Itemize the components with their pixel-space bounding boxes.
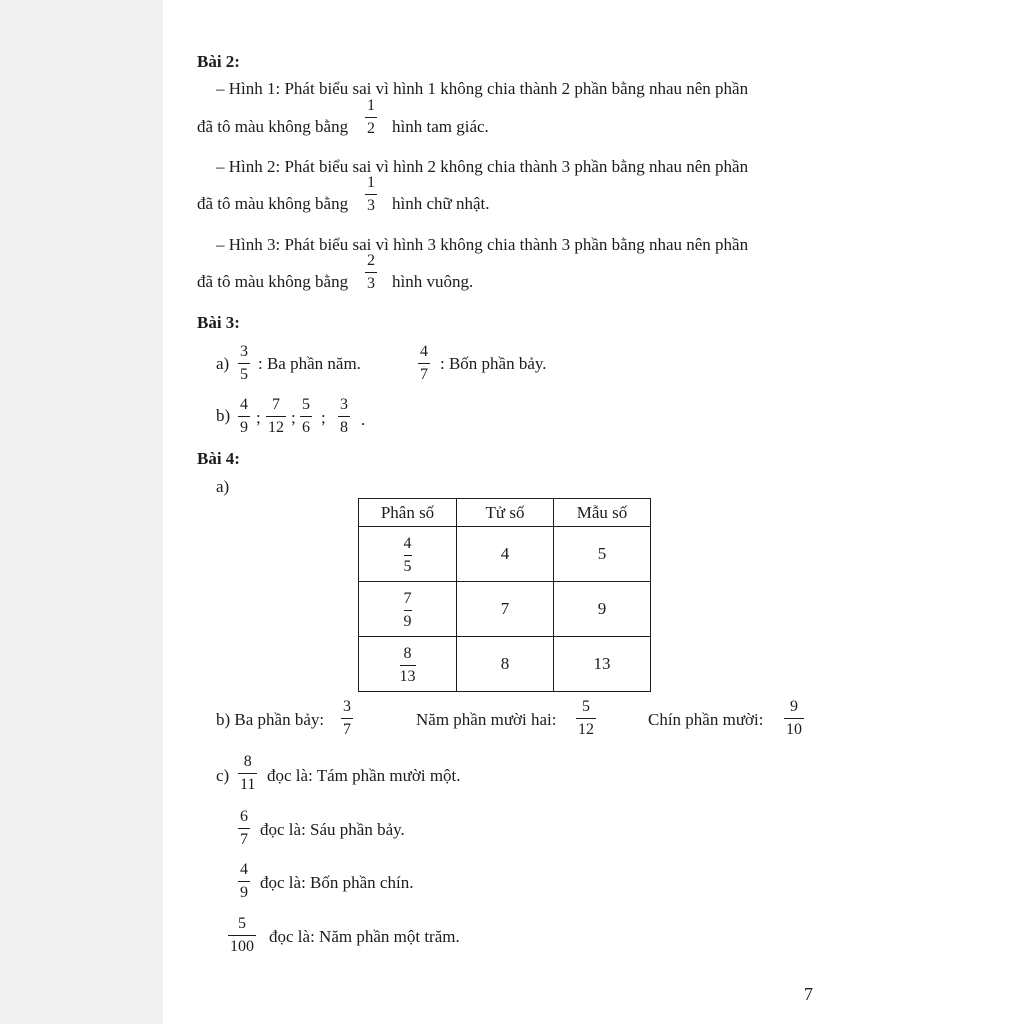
fraction-denominator: 7 (420, 366, 428, 383)
table-cell-mau-so: 9 (554, 582, 651, 637)
fraction-numerator: 3 (343, 698, 351, 715)
fraction-denominator: 6 (302, 419, 310, 436)
bai2-hinh2-pre: đã tô màu không bằng (197, 194, 349, 213)
fraction-numerator: 4 (420, 343, 428, 360)
fraction-denominator: 5 (403, 557, 412, 575)
fraction-4-9 (238, 396, 250, 437)
fraction-bar (238, 881, 250, 882)
period: . (361, 410, 366, 429)
bai2-hinh3-line1: – Hình 3: Phát biểu sai vì hình 3 không chia thành 3 phần bằng nhau nên phần (216, 235, 749, 254)
fraction-numerator: 4 (403, 534, 412, 552)
fraction-bar (300, 416, 312, 417)
fraction-5-100 (228, 915, 256, 956)
bai2-hinh3-pre: đã tô màu không bằng (197, 272, 349, 291)
fraction-denominator: 8 (340, 419, 348, 436)
page-number: 7 (804, 984, 813, 1004)
fraction-bar (576, 718, 596, 719)
fraction-denominator: 12 (578, 721, 594, 738)
fraction-bar (341, 718, 353, 719)
fraction-denominator: 9 (403, 612, 412, 630)
bai2-hinh1-line1: – Hình 1: Phát biểu sai vì hình 1 không chia thành 2 phần bằng nhau nên phần (216, 79, 749, 98)
fraction-denominator: 13 (399, 667, 416, 685)
fraction-4-9-c (238, 861, 250, 902)
fraction-numerator: 4 (240, 396, 248, 413)
fraction-denominator: 7 (240, 831, 248, 848)
table-cell-mau-so: 5 (554, 527, 651, 582)
bai2-hinh2-line1: – Hình 2: Phát biểu sai vì hình 2 không chia thành 3 phần bằng nhau nên phần (216, 157, 749, 176)
bai4-c-label: c) (216, 766, 230, 785)
fraction-8-11 (238, 753, 257, 794)
table-cell-tu-so: 7 (457, 582, 554, 637)
bai3-a-label: a) (216, 354, 230, 373)
bai4-b2-label: Năm phần mười hai: (416, 710, 557, 729)
bai4-c2-text: đọc là: Sáu phần bảy. (260, 820, 405, 839)
fraction-numerator: 1 (367, 97, 375, 114)
fraction-denominator: 7 (343, 721, 351, 738)
fraction-numerator: 2 (367, 252, 375, 269)
bai3-a1-text: : Ba phần năm. (258, 354, 361, 373)
separator: ; (321, 408, 326, 427)
fraction-numerator: 5 (582, 698, 590, 715)
fraction-numerator: 7 (403, 589, 412, 607)
table-cell-fraction (359, 582, 457, 637)
fraction-bar (784, 718, 804, 719)
fraction-3-5 (238, 343, 250, 384)
header-tu-so: Tử số (457, 499, 554, 527)
fraction-numerator: 6 (240, 808, 248, 825)
table-cell-tu-so: 8 (457, 637, 554, 692)
fraction-bar (404, 555, 412, 556)
bai4-b-label: b) Ba phần bảy: (216, 710, 325, 729)
bai4-b3-label: Chín phần mười: (648, 710, 764, 729)
table-cell-mau-so: 13 (554, 637, 651, 692)
bai4-a-label: a) (216, 477, 230, 496)
fraction-4-5 (404, 535, 412, 576)
fraction-bar (404, 610, 412, 611)
header-phan-so: Phân số (359, 499, 457, 527)
fraction-bar (365, 194, 377, 195)
fraction-denominator: 9 (240, 884, 248, 901)
fraction-numerator: 5 (238, 915, 246, 932)
fraction-numerator: 9 (790, 698, 798, 715)
fraction-5-12 (576, 698, 596, 739)
separator: ; (291, 408, 296, 427)
fraction-table (358, 498, 651, 692)
fraction-2-3 (365, 252, 377, 293)
fraction-denominator: 2 (367, 120, 375, 137)
bai4-c4-text: đọc là: Năm phần một trăm. (269, 927, 460, 946)
fraction-bar (418, 363, 430, 364)
bai3-heading: Bài 3: (197, 313, 240, 332)
table-row (359, 527, 651, 582)
fraction-6-7 (238, 808, 250, 849)
fraction-numerator: 3 (340, 396, 348, 413)
fraction-3-7 (341, 698, 353, 739)
fraction-bar (238, 773, 257, 774)
fraction-numerator: 7 (272, 396, 280, 413)
fraction-denominator: 10 (786, 721, 802, 738)
table-cell-fraction (359, 527, 457, 582)
fraction-7-12 (266, 396, 286, 437)
fraction-1-2 (365, 97, 377, 138)
fraction-denominator: 3 (367, 275, 375, 292)
fraction-bar (338, 416, 350, 417)
fraction-bar (400, 665, 416, 666)
fraction-numerator: 8 (403, 644, 412, 662)
bai2-hinh1-post: hình tam giác. (392, 117, 489, 136)
bai2-hinh1-pre: đã tô màu không bằng (197, 117, 349, 136)
fraction-denominator: 100 (230, 938, 254, 955)
fraction-bar (238, 416, 250, 417)
fraction-8-13 (400, 645, 416, 686)
fraction-bar (238, 828, 250, 829)
bai4-c1-text: đọc là: Tám phần mười một. (267, 766, 461, 785)
table-cell-fraction (359, 637, 457, 692)
bai3-a2-text: : Bốn phần bảy. (440, 354, 547, 373)
fraction-numerator: 8 (243, 753, 252, 770)
fraction-1-3 (365, 174, 377, 215)
fraction-5-6 (300, 396, 312, 437)
bai4-heading: Bài 4: (197, 449, 240, 468)
separator: ; (256, 408, 261, 427)
fraction-denominator: 5 (240, 366, 248, 383)
fraction-denominator: 9 (240, 419, 248, 436)
bai4-c3-text: đọc là: Bốn phần chín. (260, 873, 414, 892)
fraction-numerator: 3 (240, 343, 248, 360)
fraction-denominator: 3 (367, 197, 375, 214)
bai2-hinh2-post: hình chữ nhật. (392, 194, 490, 213)
fraction-denominator: 11 (240, 776, 256, 793)
fraction-numerator: 5 (302, 396, 310, 413)
fraction-9-10 (784, 698, 804, 739)
bai2-hinh3-post: hình vuông. (392, 272, 474, 291)
fraction-bar (238, 363, 250, 364)
fraction-bar (266, 416, 286, 417)
fraction-numerator: 1 (367, 174, 375, 191)
fraction-bar (365, 272, 377, 273)
bai2-heading: Bài 2: (197, 52, 240, 71)
table-header-row (359, 499, 651, 527)
table-row (359, 582, 651, 637)
table-cell-tu-so: 4 (457, 527, 554, 582)
fraction-denominator: 12 (268, 419, 284, 436)
header-mau-so: Mẫu số (554, 499, 651, 527)
fraction-bar (365, 117, 377, 118)
fraction-numerator: 4 (240, 861, 248, 878)
table-row (359, 637, 651, 692)
fraction-bar (228, 935, 256, 936)
fraction-3-8 (338, 396, 350, 437)
fraction-4-7 (418, 343, 430, 384)
fraction-7-9 (404, 590, 412, 631)
bai3-b-label: b) (216, 406, 231, 425)
